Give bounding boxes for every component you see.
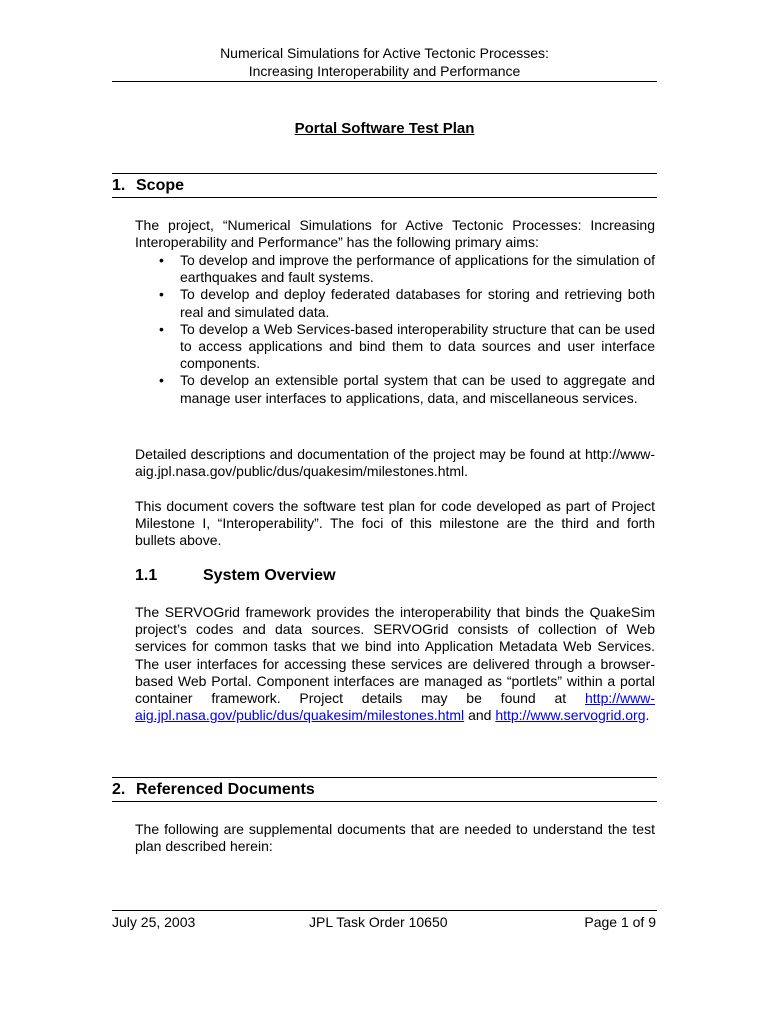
section-1-bottom-rule [112,197,657,198]
bullet-icon: • [159,320,164,337]
list-item: • To develop and improve the performance of applications for the simulation of earthquakes and fault systems. [159,252,655,286]
section-1-1-title: System Overview [203,567,336,584]
footer-page-number: Page 1 of 9 [584,914,656,930]
section-1-1-number: 1.1 [135,567,158,584]
section-1-1-heading [135,567,336,585]
footer-rule [112,910,657,911]
section-1-number: 1. [112,177,126,194]
footer-date: July 25, 2003 [112,914,196,930]
section-1-title: Scope [136,177,185,194]
section-1-heading [112,177,184,195]
section-2-bottom-rule [112,801,657,802]
document-title: Portal Software Test Plan [294,120,475,137]
milestone-paragraph: This document covers the software test plan for code developed as part of Project Milestone I, “Interoperability”. The foci of this milestone are the third and forth bullets above. [135,498,655,549]
section-1-top-rule [112,173,657,174]
running-header [112,44,657,80]
list-item: • To develop an extensible portal system that can be used to aggregate and manage user interfaces to applications, data, and miscellaneous services. [159,372,655,406]
scope-intro: The project, “Numerical Simulations for Active Tectonic Processes: Increasing Interoperability and Performance” has the following primary aims: [135,217,655,251]
servogrid-link[interactable]: http://www.servogrid.org [495,707,646,724]
bullet-icon: • [159,286,164,303]
bullet-icon: • [159,252,164,268]
footer-task-order: JPL Task Order 10650 [309,914,448,930]
referenced-documents-paragraph: The following are supplemental documents that are needed to understand the test plan described herein: [135,821,655,855]
milestones-link[interactable]: http://www-aig.jpl.nasa.gov/public/dus/quakesim/milestones.html [135,690,656,724]
aims-list [135,252,655,407]
header-line-1: Numerical Simulations for Active Tectonic Processes: [220,45,549,61]
bullet-icon: • [159,372,164,389]
section-2-top-rule [112,777,657,778]
section-2-title: Referenced Documents [136,781,315,798]
section-2-number: 2. [112,781,126,798]
header-line-2: Increasing Interoperability and Performance [248,63,521,79]
list-item: • To develop a Web Services-based interoperability structure that can be used to access applications and bind them to data sources and user interface components. [159,320,655,372]
header-rule [112,81,657,82]
section-2-heading [112,781,315,799]
system-overview-paragraph: The SERVOGrid framework provides the interoperability that binds the QuakeSim project’s codes and data sources. SERVOGrid consists of collection of Web services for common tasks that we bind into Application Metadata Web Services. The user interfaces for accessing these services are delivered through a browser-based Web Portal. Component interfaces are managed as “portlets” within a portal container framework. Project details may be found at http://www-aig.jpl.nasa.gov/public/dus/quakesim/milestones.html and http://www.servogrid.org. [135,604,656,724]
list-item: • To develop and deploy federated databases for storing and retrieving both real and simulated data. [159,286,655,320]
documentation-paragraph: Detailed descriptions and documentation of the project may be found at http://www-aig.jpl.nasa.gov/public/dus/quakesim/milestones.html. [135,446,655,480]
